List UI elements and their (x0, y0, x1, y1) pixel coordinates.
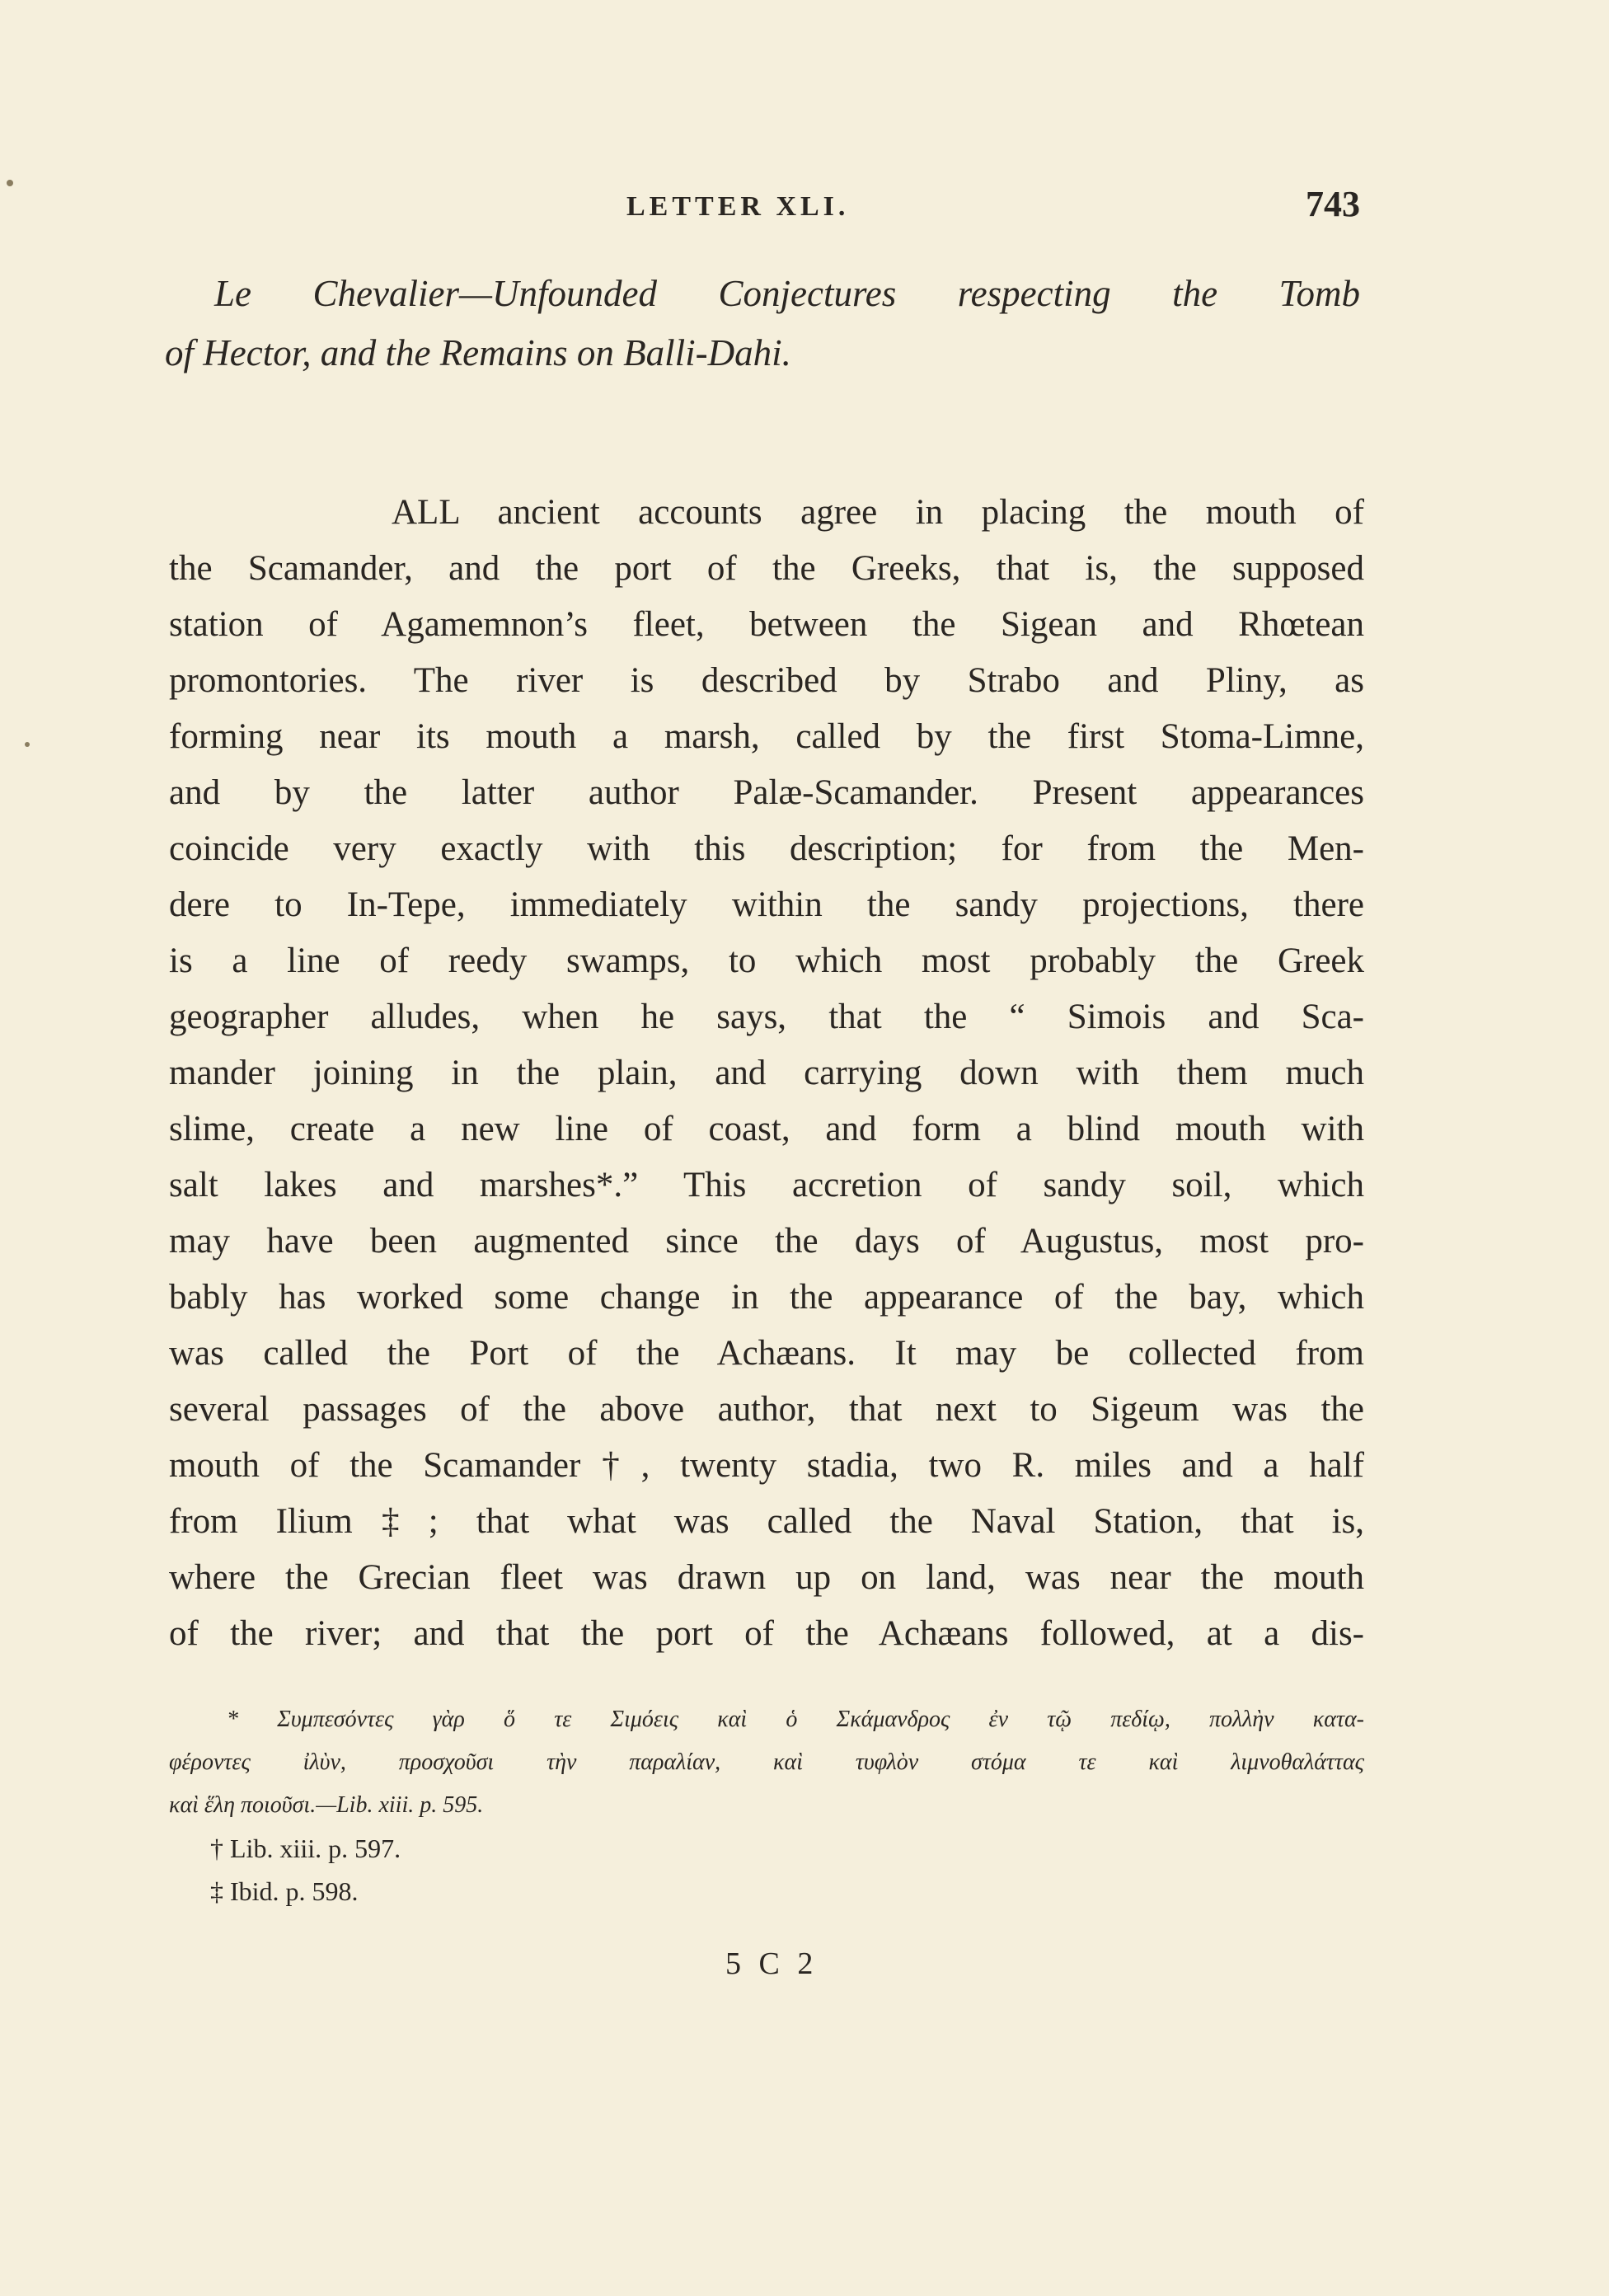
printer-signature-mark: 5 C 2 (725, 1946, 819, 1981)
text-line: mouth of the Scamander†, twenty stadia, two R. miles and a half (169, 1446, 1364, 1485)
main-paragraph (169, 485, 1364, 1662)
text-line: coincide very exactly with this description; for from the Men- (169, 829, 1364, 868)
footnote-line: φέροντες ἰλὺν, προσχοῦσι τὴν παραλίαν, καὶ τυφλὸν στόμα τε καὶ λιμνοθαλάττας (169, 1749, 1364, 1775)
text-line: bably has worked some change in the appearance of the bay, which (169, 1278, 1364, 1317)
paper-speck-decoration (7, 180, 13, 186)
footnote-double-dagger: ‡ Ibid. p. 598. (210, 1876, 359, 1906)
text-line: dere to In-Tepe, immediately within the sandy projections, there (169, 885, 1364, 924)
chapter-summary-line: of Hector, and the Remains on Balli-Dahi. (165, 332, 791, 373)
text-line: ALL ancient accounts agree in placing the mouth of (392, 493, 1364, 532)
text-line: and by the latter author Palæ-Scamander. Present appearances (169, 773, 1364, 812)
text-line: mander joining in the plain, and carrying down with them much (169, 1054, 1364, 1092)
chapter-summary (165, 264, 1360, 383)
page-number: 743 (1306, 184, 1360, 224)
text-line: was called the Port of the Achæans. It may be collected from (169, 1334, 1364, 1373)
footnote-line: * Συμπεσόντες γὰρ ὅ τε Σιμόεις καὶ ὁ Σκάμανδρος ἐν τῷ πεδίῳ, πολλὴν κατα- (227, 1707, 1364, 1732)
text-line: where the Grecian fleet was drawn up on land, was near the mouth (169, 1558, 1364, 1597)
footnotes (169, 1698, 1364, 1913)
chapter-summary-line: Le Chevalier—Unfounded Conjectures respecting the Tomb (214, 273, 1360, 314)
running-head (165, 183, 1360, 232)
footnote-line: καὶ ἕλη ποιοῦσι.—Lib. xiii. p. 595. (169, 1792, 484, 1818)
text-line: the Scamander, and the port of the Greeks, that is, the supposed (169, 549, 1364, 588)
text-line: may have been augmented since the days of Augustus, most pro- (169, 1222, 1364, 1261)
paper-speck-decoration (25, 742, 30, 747)
text-line: promontories. The river is described by Strabo and Pliny, as (169, 661, 1364, 700)
text-line: of the river; and that the port of the Achæans followed, at a dis- (169, 1614, 1364, 1653)
footnote-dagger: † Lib. xiii. p. 597. (210, 1834, 401, 1863)
footnote-greek-quote (169, 1698, 1364, 1827)
text-line: station of Agamemnon’s fleet, between the Sigean and Rhœtean (169, 605, 1364, 644)
text-line: from Ilium‡; that what was called the Naval Station, that is, (169, 1502, 1364, 1541)
text-line: geographer alludes, when he says, that the “ Simois and Sca- (169, 998, 1364, 1036)
text-line: several passages of the above author, that next to Sigeum was the (169, 1390, 1364, 1429)
text-line: forming near its mouth a marsh, called by the first Stoma-Limne, (169, 717, 1364, 756)
text-line: salt lakes and marshes*.” This accretion of sandy soil, which (169, 1166, 1364, 1204)
text-line: is a line of reedy swamps, to which most probably the Greek (169, 941, 1364, 980)
text-line: slime, create a new line of coast, and form a blind mouth with (169, 1110, 1364, 1148)
running-title: LETTER XLI. (626, 191, 850, 222)
